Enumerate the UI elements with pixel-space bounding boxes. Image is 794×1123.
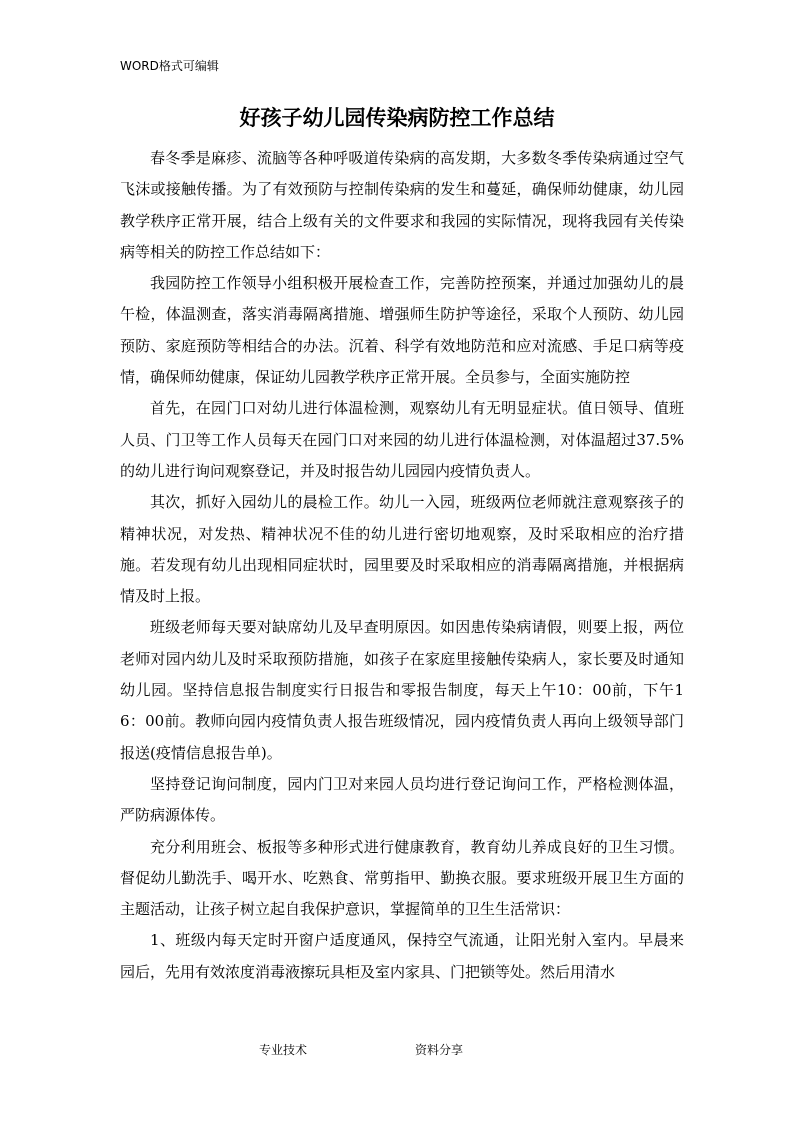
document-title: 好孩子幼儿园传染病防控工作总结 — [239, 105, 555, 130]
footer-left-label: 专业技术 — [259, 1043, 308, 1057]
paragraph: 春冬季是麻疹、流脑等各种呼吸道传染病的高发期，大多数冬季传染病通过空气飞沫或接触传播。为了有效预防与控制传染病的发生和蔓延，确保师幼健康，幼儿园教学秩序正常开展，结合上级有关的文件要求和我园的实际情况，现将我园有关传染病等相关的防控工作总结如下： — [120, 149, 684, 261]
header-label: WORD格式可编辑 — [120, 59, 219, 73]
paragraph: 1、班级内每天定时开窗户适度通风，保持空气流通，让阳光射入室内。早晨来园后，先用有效浓度消毒液擦玩具柜及室内家具、门把锁等处。然后用清水 — [120, 931, 684, 981]
footer-right-label: 资料分享 — [415, 1043, 464, 1057]
paragraph: 班级老师每天要对缺席幼儿及早查明原因。如因患传染病请假，则要上报，两位老师对园内幼儿及时采取预防措施，如孩子在家庭里接触传染病人，家长要及时通知幼儿园。坚持信息报告制度实行日报告和零报告制度，每天上午10：00前，下午16：00前。教师向园内疫情负责人报告班级情况，园内疫情负责人再向上级领导部门报送(疫情信息报告单)。 — [120, 618, 684, 762]
paragraph: 充分利用班会、板报等多种形式进行健康教育，教育幼儿养成良好的卫生习惯。督促幼儿勤洗手、喝开水、吃熟食、常剪指甲、勤换衣服。要求班级开展卫生方面的主题活动，让孩子树立起自我保护意识，掌握简单的卫生生活常识： — [120, 837, 684, 919]
document-body — [120, 143, 684, 988]
paragraph: 我园防控工作领导小组积极开展检查工作，完善防控预案，并通过加强幼儿的晨午检，体温测查，落实消毒隔离措施、增强师生防护等途径，采取个人预防、幼儿园预防、家庭预防等相结合的办法。沉着、科学有效地防范和应对流感、手足口病等疫情，确保师幼健康，保证幼儿园教学秩序正常开展。全员参与，全面实施防控 — [120, 274, 684, 387]
paragraph: 坚持登记询问制度，园内门卫对来园人员均进行登记询问工作，严格检测体温，严防病源体传。 — [120, 774, 684, 825]
paragraph: 其次，抓好入园幼儿的晨检工作。幼儿一入园，班级两位老师就注意观察孩子的精神状况，对发热、精神状况不佳的幼儿进行密切地观察，及时采取相应的治疗措施。若发现有幼儿出现相同症状时，园里要及时采取相应的消毒隔离措施，并根据病情及时上报。 — [120, 493, 684, 606]
paragraph: 首先，在园门口对幼儿进行体温检测，观察幼儿有无明显症状。值日领导、值班人员、门卫等工作人员每天在园门口对来园的幼儿进行体温检测，对体温超过37.5%的幼儿进行询问观察登记，并及时报告幼儿园园内疫情负责人。 — [120, 399, 684, 480]
